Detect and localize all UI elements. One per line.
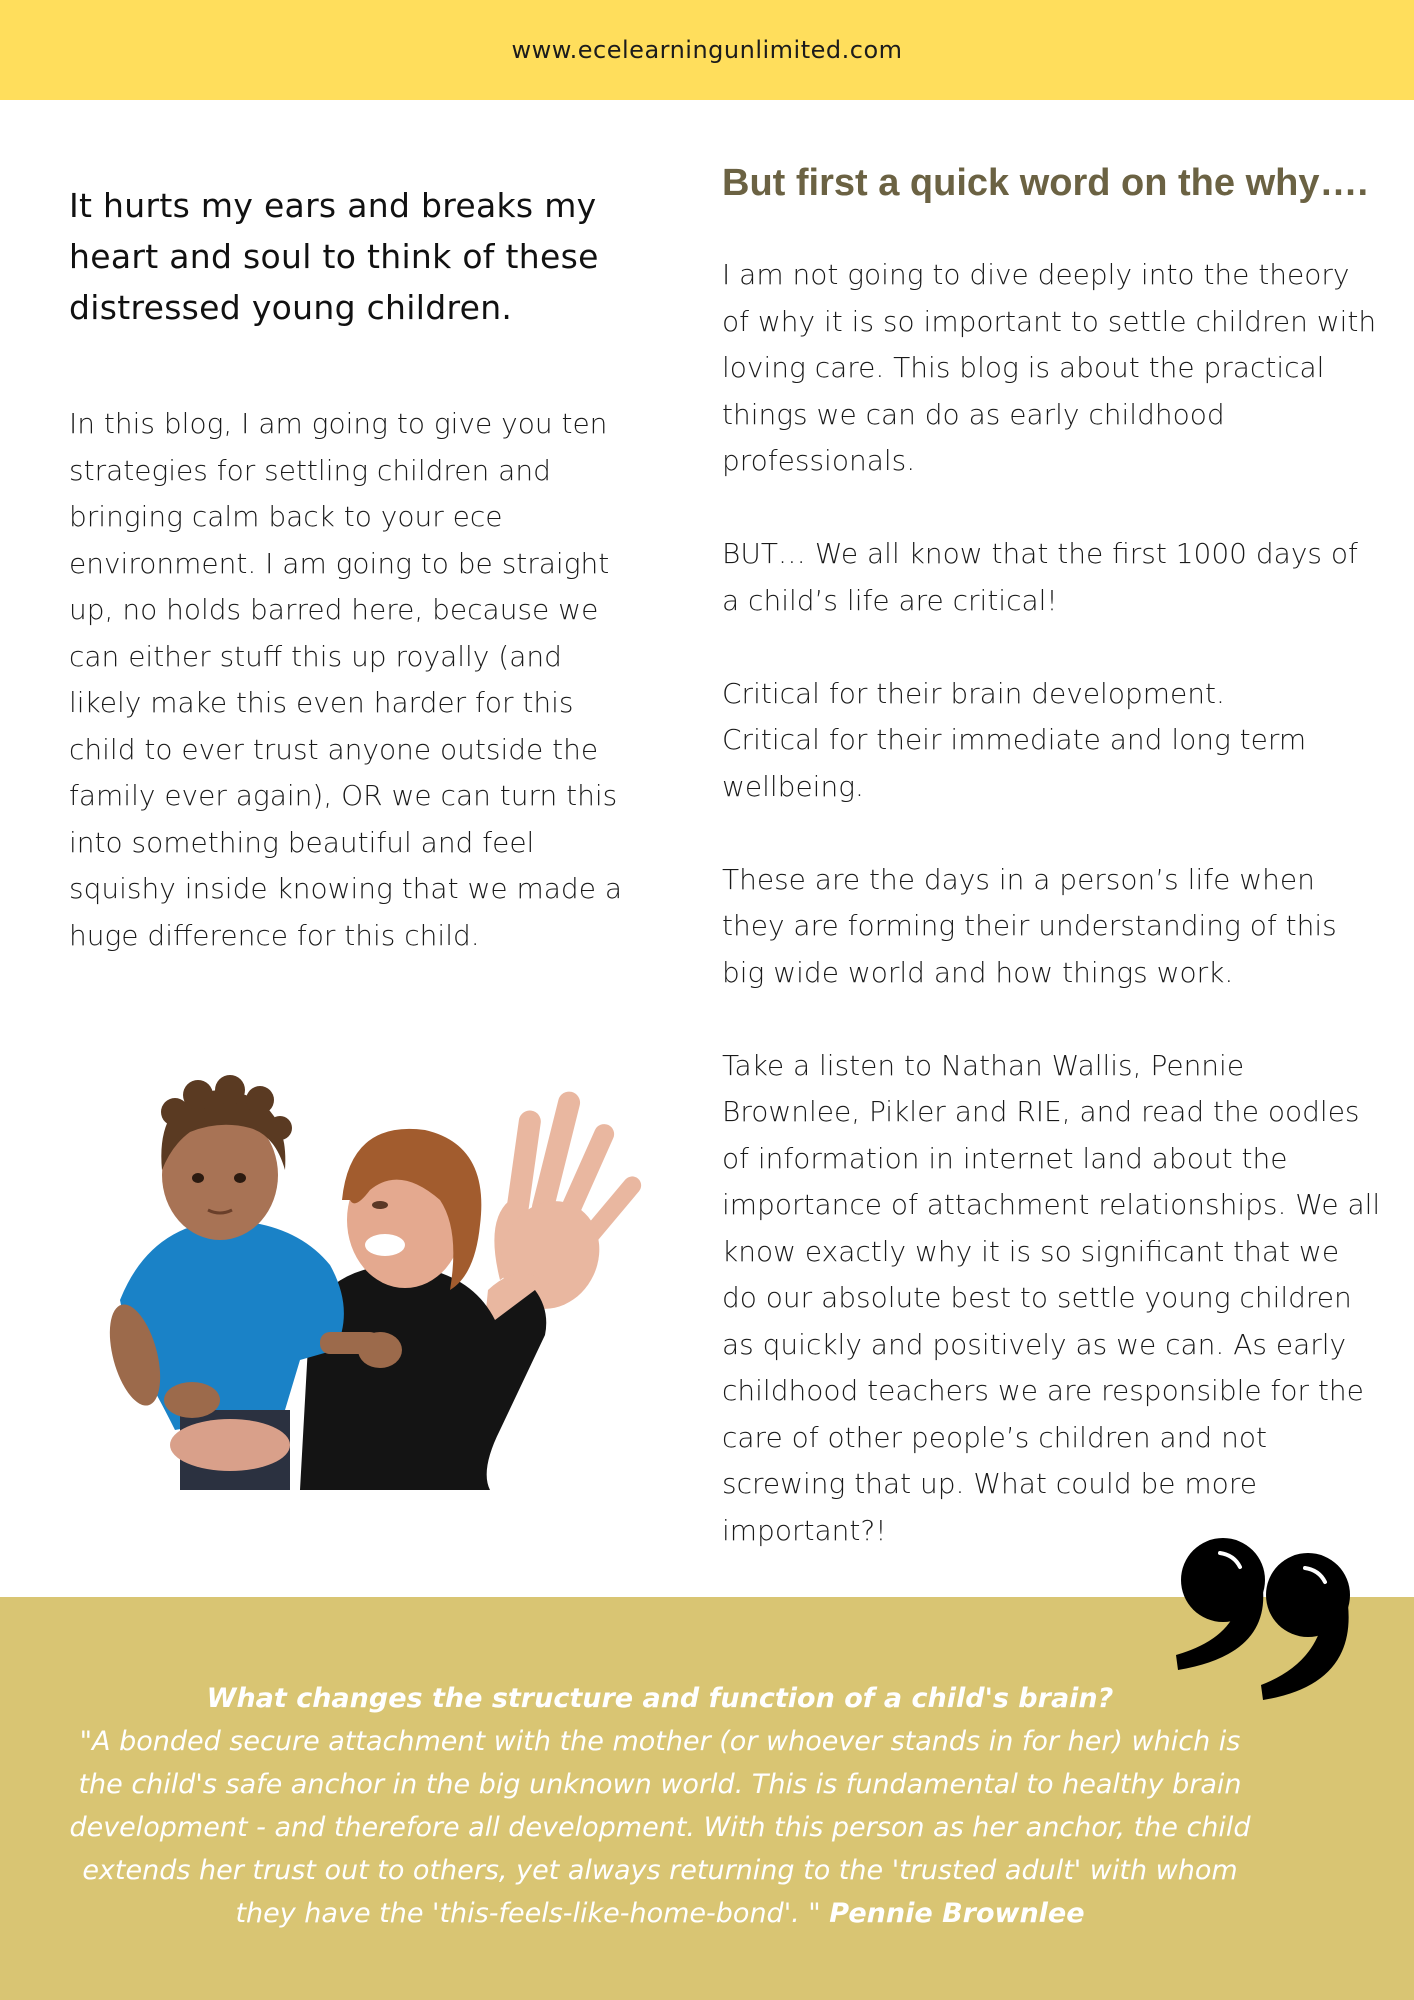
top-banner xyxy=(0,0,1414,100)
quote-author: Pennie Brownlee xyxy=(829,1898,1085,1929)
quote-question: What changes the structure and function of a child's brain? xyxy=(206,1683,1114,1714)
why-paragraph-5: Take a listen to Nathan Wallis, Pennie Brownlee, Pikler and RIE, and read the oodles of information in internet land about the importance of attachment relationships. We all know exactly why it is so significant that we do our absolute best to settle young children as quickly and positively as we can. As early childhood teachers we are responsible for the care of other people’s children and not screwing that up. What could be more important?! xyxy=(722,1048,1381,1547)
why-paragraph-2: BUT… We all know that the first 1000 days of a child’s life are critical! xyxy=(722,537,1358,617)
quote-block xyxy=(60,1677,1260,1935)
intro-paragraph: In this blog, I am going to give you ten strategies for settling children and bringing calm back to your ece environment. I am going to be straight up, no holds barred here, because we can either stuff this up royally (and likely make this even harder for this child to ever trust anyone outside the family ever again), OR we can turn this into something beautiful and feel squishy inside knowing that we made a huge difference for this child. xyxy=(69,407,622,952)
why-paragraph-4: These are the days in a person’s life when they are forming their understanding of this big wide world and how things work. xyxy=(722,862,1337,989)
why-heading: But first a quick word on the why…. xyxy=(722,162,1369,204)
quote-body: "A bonded secure attachment with the mother (or whoever stands in for her) which is the child's safe anchor in the big unknown world. This is fundamental to healthy brain development - and therefore all development. With this person as her anchor, the child extends her trust out to others, yet always returning to the 'trusted adult' with whom they have the 'this-feels-like-home-bond'. " xyxy=(69,1726,1251,1929)
website-url[interactable]: www.ecelearningunlimited.com xyxy=(511,36,903,64)
why-paragraph-3: Critical for their brain development. Critical for their immediate and long term wellbeing. xyxy=(722,676,1307,803)
intro-heading: It hurts my ears and breaks my heart and soul to think of these distressed young children. xyxy=(69,186,599,327)
woman-holding-child-waving-image xyxy=(80,1050,660,1490)
left-column xyxy=(69,180,639,959)
why-paragraph-1: I am not going to dive deeply into the theory of why it is so important to settle children with loving care. This blog is about the practical things we can do as early childhood professionals. xyxy=(722,258,1377,477)
closing-quote-mark-icon xyxy=(1168,1535,1368,1705)
right-column xyxy=(722,160,1382,1554)
